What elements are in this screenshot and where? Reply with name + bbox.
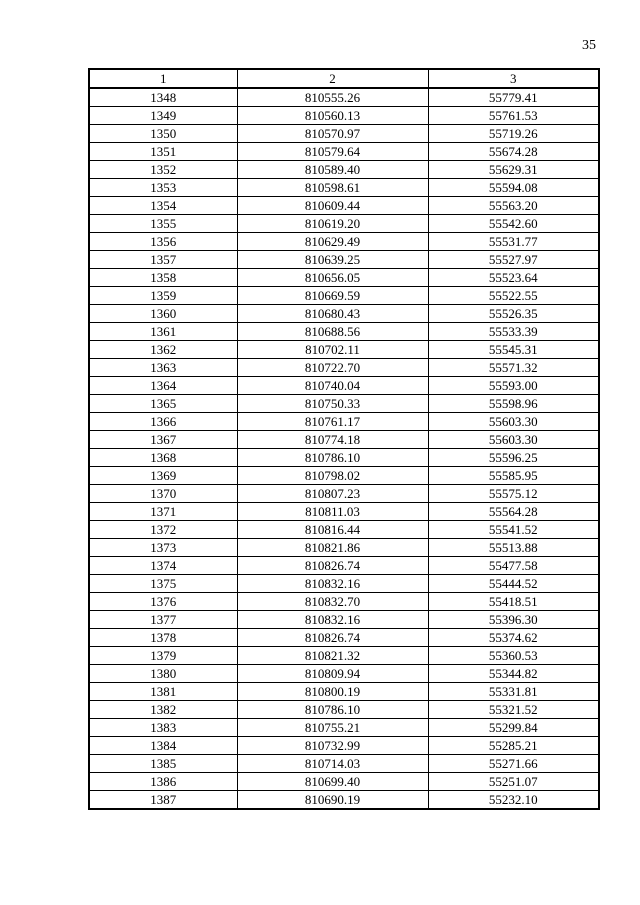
table-row bbox=[89, 701, 599, 719]
table-cell-col-3: 55596.25 bbox=[428, 449, 599, 467]
table-cell-col-1: 1380 bbox=[89, 665, 237, 683]
table-cell-col-2: 810714.03 bbox=[237, 755, 428, 773]
table-cell-col-1: 1359 bbox=[89, 287, 237, 305]
table-cell-col-3: 55603.30 bbox=[428, 431, 599, 449]
table-cell-col-1: 1363 bbox=[89, 359, 237, 377]
table-cell-col-1: 1353 bbox=[89, 179, 237, 197]
table-cell-col-1: 1350 bbox=[89, 125, 237, 143]
table-cell-col-2: 810699.40 bbox=[237, 773, 428, 791]
table-row bbox=[89, 143, 599, 161]
table-cell-col-3: 55299.84 bbox=[428, 719, 599, 737]
table-cell-col-3: 55571.32 bbox=[428, 359, 599, 377]
table-cell-col-1: 1374 bbox=[89, 557, 237, 575]
table-cell-col-3: 55531.77 bbox=[428, 233, 599, 251]
table-row bbox=[89, 233, 599, 251]
table-cell-col-2: 810826.74 bbox=[237, 629, 428, 647]
table-row bbox=[89, 88, 599, 107]
table-cell-col-3: 55331.81 bbox=[428, 683, 599, 701]
table-cell-col-1: 1365 bbox=[89, 395, 237, 413]
table-cell-col-1: 1349 bbox=[89, 107, 237, 125]
table-cell-col-1: 1368 bbox=[89, 449, 237, 467]
table-cell-col-1: 1375 bbox=[89, 575, 237, 593]
table-cell-col-3: 55396.30 bbox=[428, 611, 599, 629]
table-row bbox=[89, 395, 599, 413]
table-row bbox=[89, 593, 599, 611]
table-cell-col-3: 55374.62 bbox=[428, 629, 599, 647]
table-cell-col-1: 1384 bbox=[89, 737, 237, 755]
table-cell-col-2: 810570.97 bbox=[237, 125, 428, 143]
table-row bbox=[89, 251, 599, 269]
table-cell-col-3: 55541.52 bbox=[428, 521, 599, 539]
table-cell-col-2: 810761.17 bbox=[237, 413, 428, 431]
table-cell-col-2: 810811.03 bbox=[237, 503, 428, 521]
table-cell-col-3: 55563.20 bbox=[428, 197, 599, 215]
table-row bbox=[89, 449, 599, 467]
table-cell-col-2: 810826.74 bbox=[237, 557, 428, 575]
table-cell-col-3: 55285.21 bbox=[428, 737, 599, 755]
table-row bbox=[89, 665, 599, 683]
table-cell-col-3: 55564.28 bbox=[428, 503, 599, 521]
table-cell-col-2: 810755.21 bbox=[237, 719, 428, 737]
column-header-1: 1 bbox=[89, 69, 237, 88]
table-cell-col-1: 1378 bbox=[89, 629, 237, 647]
table-cell-col-3: 55603.30 bbox=[428, 413, 599, 431]
table-cell-col-3: 55477.58 bbox=[428, 557, 599, 575]
table-cell-col-3: 55418.51 bbox=[428, 593, 599, 611]
table-cell-col-1: 1385 bbox=[89, 755, 237, 773]
table-cell-col-2: 810656.05 bbox=[237, 269, 428, 287]
table-cell-col-1: 1360 bbox=[89, 305, 237, 323]
table-cell-col-2: 810809.94 bbox=[237, 665, 428, 683]
table-cell-col-3: 55719.26 bbox=[428, 125, 599, 143]
table-row bbox=[89, 215, 599, 233]
table-cell-col-1: 1387 bbox=[89, 791, 237, 810]
table-cell-col-1: 1364 bbox=[89, 377, 237, 395]
table-cell-col-2: 810832.70 bbox=[237, 593, 428, 611]
table-cell-col-1: 1356 bbox=[89, 233, 237, 251]
table-cell-col-2: 810732.99 bbox=[237, 737, 428, 755]
table-row bbox=[89, 485, 599, 503]
table-row bbox=[89, 467, 599, 485]
table-cell-col-2: 810800.19 bbox=[237, 683, 428, 701]
table-cell-col-1: 1362 bbox=[89, 341, 237, 359]
table-cell-col-3: 55360.53 bbox=[428, 647, 599, 665]
table-row bbox=[89, 773, 599, 791]
table-row bbox=[89, 305, 599, 323]
table-row bbox=[89, 269, 599, 287]
table-row bbox=[89, 503, 599, 521]
table-cell-col-3: 55761.53 bbox=[428, 107, 599, 125]
table-cell-col-1: 1386 bbox=[89, 773, 237, 791]
table-cell-col-1: 1358 bbox=[89, 269, 237, 287]
table-row bbox=[89, 161, 599, 179]
table-cell-col-2: 810740.04 bbox=[237, 377, 428, 395]
table-cell-col-2: 810690.19 bbox=[237, 791, 428, 810]
table-cell-col-2: 810555.26 bbox=[237, 88, 428, 107]
table-cell-col-1: 1371 bbox=[89, 503, 237, 521]
table-row bbox=[89, 341, 599, 359]
table-cell-col-3: 55629.31 bbox=[428, 161, 599, 179]
table-cell-col-1: 1351 bbox=[89, 143, 237, 161]
page-number: 35 bbox=[582, 38, 596, 53]
table-cell-col-3: 55542.60 bbox=[428, 215, 599, 233]
table-cell-col-2: 810589.40 bbox=[237, 161, 428, 179]
table-cell-col-1: 1382 bbox=[89, 701, 237, 719]
table-cell-col-1: 1361 bbox=[89, 323, 237, 341]
table-row bbox=[89, 179, 599, 197]
table-cell-col-1: 1379 bbox=[89, 647, 237, 665]
table-cell-col-3: 55779.41 bbox=[428, 88, 599, 107]
table-row bbox=[89, 611, 599, 629]
table-cell-col-2: 810702.11 bbox=[237, 341, 428, 359]
table-cell-col-1: 1383 bbox=[89, 719, 237, 737]
table-cell-col-2: 810680.43 bbox=[237, 305, 428, 323]
table-cell-col-1: 1348 bbox=[89, 88, 237, 107]
table-row bbox=[89, 323, 599, 341]
table-row bbox=[89, 539, 599, 557]
coordinates-table bbox=[88, 68, 600, 810]
table-cell-col-3: 55593.00 bbox=[428, 377, 599, 395]
table-cell-col-2: 810774.18 bbox=[237, 431, 428, 449]
table-row bbox=[89, 755, 599, 773]
header-row bbox=[89, 69, 599, 88]
table-cell-col-2: 810629.49 bbox=[237, 233, 428, 251]
table-cell-col-1: 1372 bbox=[89, 521, 237, 539]
table-row bbox=[89, 647, 599, 665]
table-cell-col-3: 55545.31 bbox=[428, 341, 599, 359]
table-cell-col-2: 810786.10 bbox=[237, 701, 428, 719]
table-cell-col-3: 55533.39 bbox=[428, 323, 599, 341]
table-cell-col-2: 810832.16 bbox=[237, 611, 428, 629]
column-header-3: 3 bbox=[428, 69, 599, 88]
table-cell-col-3: 55523.64 bbox=[428, 269, 599, 287]
table-row bbox=[89, 683, 599, 701]
table-cell-col-2: 810798.02 bbox=[237, 467, 428, 485]
table-cell-col-3: 55527.97 bbox=[428, 251, 599, 269]
table-cell-col-1: 1366 bbox=[89, 413, 237, 431]
table-cell-col-2: 810807.23 bbox=[237, 485, 428, 503]
column-header-2: 2 bbox=[237, 69, 428, 88]
table-cell-col-3: 55321.52 bbox=[428, 701, 599, 719]
table-row bbox=[89, 791, 599, 810]
table-row bbox=[89, 125, 599, 143]
table-cell-col-2: 810560.13 bbox=[237, 107, 428, 125]
table-cell-col-3: 55522.55 bbox=[428, 287, 599, 305]
table-cell-col-2: 810786.10 bbox=[237, 449, 428, 467]
table-cell-col-2: 810579.64 bbox=[237, 143, 428, 161]
table-cell-col-2: 810750.33 bbox=[237, 395, 428, 413]
table-body bbox=[89, 88, 599, 809]
table-row bbox=[89, 557, 599, 575]
table-row bbox=[89, 629, 599, 647]
table-row bbox=[89, 197, 599, 215]
table-cell-col-3: 55674.28 bbox=[428, 143, 599, 161]
table-cell-col-2: 810688.56 bbox=[237, 323, 428, 341]
table-cell-col-3: 55344.82 bbox=[428, 665, 599, 683]
table-cell-col-1: 1369 bbox=[89, 467, 237, 485]
table-cell-col-3: 55526.35 bbox=[428, 305, 599, 323]
table-cell-col-3: 55598.96 bbox=[428, 395, 599, 413]
table-cell-col-3: 55513.88 bbox=[428, 539, 599, 557]
table-row bbox=[89, 719, 599, 737]
table-row bbox=[89, 431, 599, 449]
table-cell-col-3: 55251.07 bbox=[428, 773, 599, 791]
table-cell-col-1: 1357 bbox=[89, 251, 237, 269]
table-cell-col-2: 810816.44 bbox=[237, 521, 428, 539]
table-cell-col-3: 55444.52 bbox=[428, 575, 599, 593]
table-cell-col-1: 1377 bbox=[89, 611, 237, 629]
table-cell-col-1: 1354 bbox=[89, 197, 237, 215]
table-cell-col-3: 55585.95 bbox=[428, 467, 599, 485]
table-row bbox=[89, 287, 599, 305]
table-cell-col-1: 1367 bbox=[89, 431, 237, 449]
table-cell-col-2: 810619.20 bbox=[237, 215, 428, 233]
table-cell-col-3: 55594.08 bbox=[428, 179, 599, 197]
coordinates-table-container bbox=[88, 68, 598, 810]
table-row bbox=[89, 521, 599, 539]
table-row bbox=[89, 377, 599, 395]
table-cell-col-2: 810821.86 bbox=[237, 539, 428, 557]
table-cell-col-2: 810832.16 bbox=[237, 575, 428, 593]
table-row bbox=[89, 575, 599, 593]
table-row bbox=[89, 413, 599, 431]
table-cell-col-2: 810598.61 bbox=[237, 179, 428, 197]
table-cell-col-1: 1381 bbox=[89, 683, 237, 701]
table-row bbox=[89, 737, 599, 755]
table-cell-col-1: 1373 bbox=[89, 539, 237, 557]
table-cell-col-2: 810722.70 bbox=[237, 359, 428, 377]
table-cell-col-1: 1376 bbox=[89, 593, 237, 611]
table-cell-col-1: 1352 bbox=[89, 161, 237, 179]
table-row bbox=[89, 359, 599, 377]
table-row bbox=[89, 107, 599, 125]
table-cell-col-3: 55575.12 bbox=[428, 485, 599, 503]
table-cell-col-3: 55232.10 bbox=[428, 791, 599, 810]
table-cell-col-1: 1370 bbox=[89, 485, 237, 503]
table-cell-col-2: 810639.25 bbox=[237, 251, 428, 269]
table-cell-col-1: 1355 bbox=[89, 215, 237, 233]
table-header bbox=[89, 69, 599, 88]
table-cell-col-2: 810669.59 bbox=[237, 287, 428, 305]
table-cell-col-3: 55271.66 bbox=[428, 755, 599, 773]
table-cell-col-2: 810609.44 bbox=[237, 197, 428, 215]
table-cell-col-2: 810821.32 bbox=[237, 647, 428, 665]
